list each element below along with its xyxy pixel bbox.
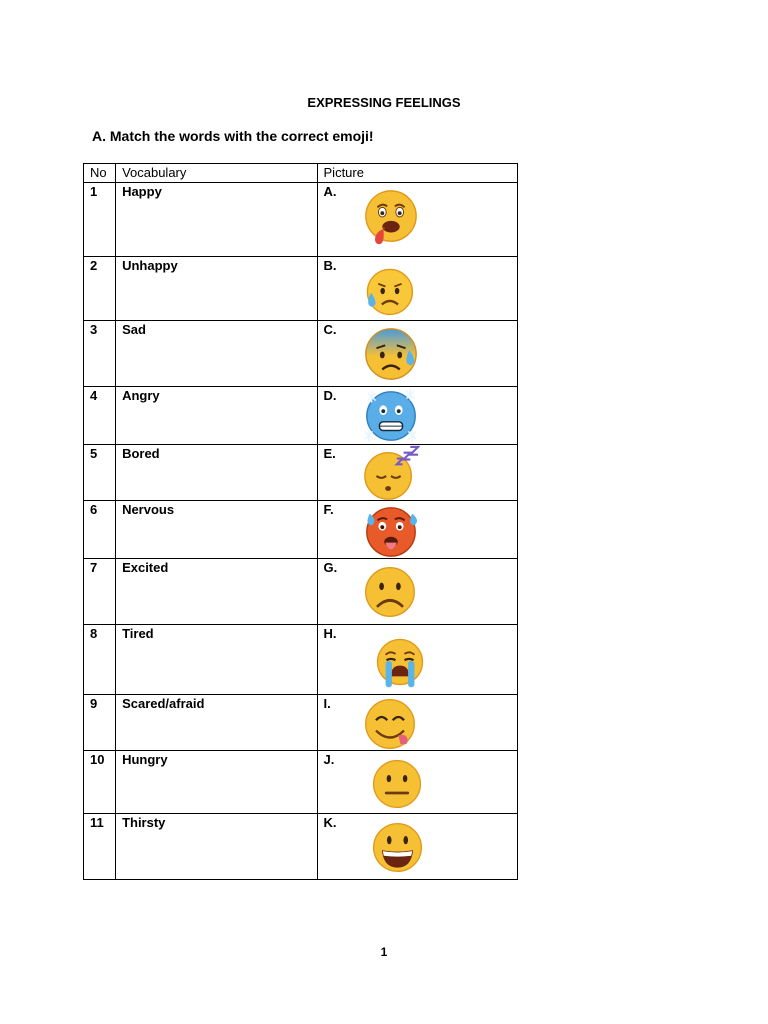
table-row: [84, 501, 518, 559]
picture-letter: I.: [323, 696, 331, 711]
table-row: [84, 625, 518, 695]
picture-cell: [317, 445, 517, 501]
picture-cell: [317, 387, 517, 445]
picture-letter: E.: [323, 446, 336, 461]
drooling-tongue-face-icon: [362, 188, 420, 246]
row-number: 9: [84, 695, 116, 751]
cold-face-icon: [362, 387, 420, 445]
instruction-heading: A. Match the words with the correct emoji!: [92, 128, 374, 144]
row-number: 11: [84, 814, 116, 880]
vocabulary-word: Happy: [116, 183, 317, 257]
vocabulary-word: Nervous: [116, 501, 317, 559]
picture-letter: G.: [323, 560, 338, 575]
vocabulary-word: Angry: [116, 387, 317, 445]
picture-cell: [317, 751, 517, 814]
sleeping-face-icon: [362, 445, 420, 503]
page-title: EXPRESSING FEELINGS: [307, 95, 461, 110]
vocabulary-word: Tired: [116, 625, 317, 695]
sad-sweat-face-icon: [362, 264, 416, 318]
picture-cell: [317, 814, 517, 880]
row-number: 2: [84, 257, 116, 321]
picture-letter: C.: [323, 322, 337, 337]
picture-letter: A.: [323, 184, 337, 199]
picture-cell: [317, 501, 517, 559]
table-row: [84, 751, 518, 814]
picture-letter: K.: [323, 815, 337, 830]
picture-letter: H.: [323, 626, 337, 641]
row-number: 8: [84, 625, 116, 695]
frowning-face-icon: [362, 564, 418, 620]
header-vocabulary: Vocabulary: [116, 164, 317, 183]
picture-letter: J.: [323, 752, 335, 767]
picture-letter: B.: [323, 258, 337, 273]
table-header-row: [84, 164, 518, 183]
table-row: [84, 559, 518, 625]
page-number: 1: [380, 945, 388, 959]
vocabulary-word: Thirsty: [116, 814, 317, 880]
table-row: [84, 321, 518, 387]
row-number: 6: [84, 501, 116, 559]
table-row: [84, 257, 518, 321]
table-row: [84, 183, 518, 257]
vocabulary-word: Excited: [116, 559, 317, 625]
grinning-face-icon: [370, 820, 425, 875]
yummy-face-icon: [362, 696, 418, 752]
picture-cell: [317, 625, 517, 695]
picture-cell: [317, 321, 517, 387]
header-no: No: [84, 164, 116, 183]
row-number: 5: [84, 445, 116, 501]
vocabulary-word: Hungry: [116, 751, 317, 814]
table-row: [84, 814, 518, 880]
anxious-sweat-face-icon: [362, 325, 420, 383]
crying-face-icon: [373, 635, 427, 689]
row-number: 3: [84, 321, 116, 387]
vocabulary-word: Unhappy: [116, 257, 317, 321]
row-number: 4: [84, 387, 116, 445]
vocabulary-word: Sad: [116, 321, 317, 387]
neutral-face-icon: [370, 757, 424, 811]
picture-cell: [317, 183, 517, 257]
picture-cell: [317, 559, 517, 625]
picture-letter: D.: [323, 388, 337, 403]
picture-cell: [317, 257, 517, 321]
hot-face-icon: [362, 502, 420, 560]
table-row: [84, 387, 518, 445]
header-picture: Picture: [317, 164, 517, 183]
row-number: 1: [84, 183, 116, 257]
vocabulary-word: Scared/afraid: [116, 695, 317, 751]
table-row: [84, 445, 518, 501]
row-number: 7: [84, 559, 116, 625]
matching-table: [83, 163, 518, 880]
picture-cell: [317, 695, 517, 751]
picture-letter: F.: [323, 502, 334, 517]
vocabulary-word: Bored: [116, 445, 317, 501]
table-row: [84, 695, 518, 751]
row-number: 10: [84, 751, 116, 814]
